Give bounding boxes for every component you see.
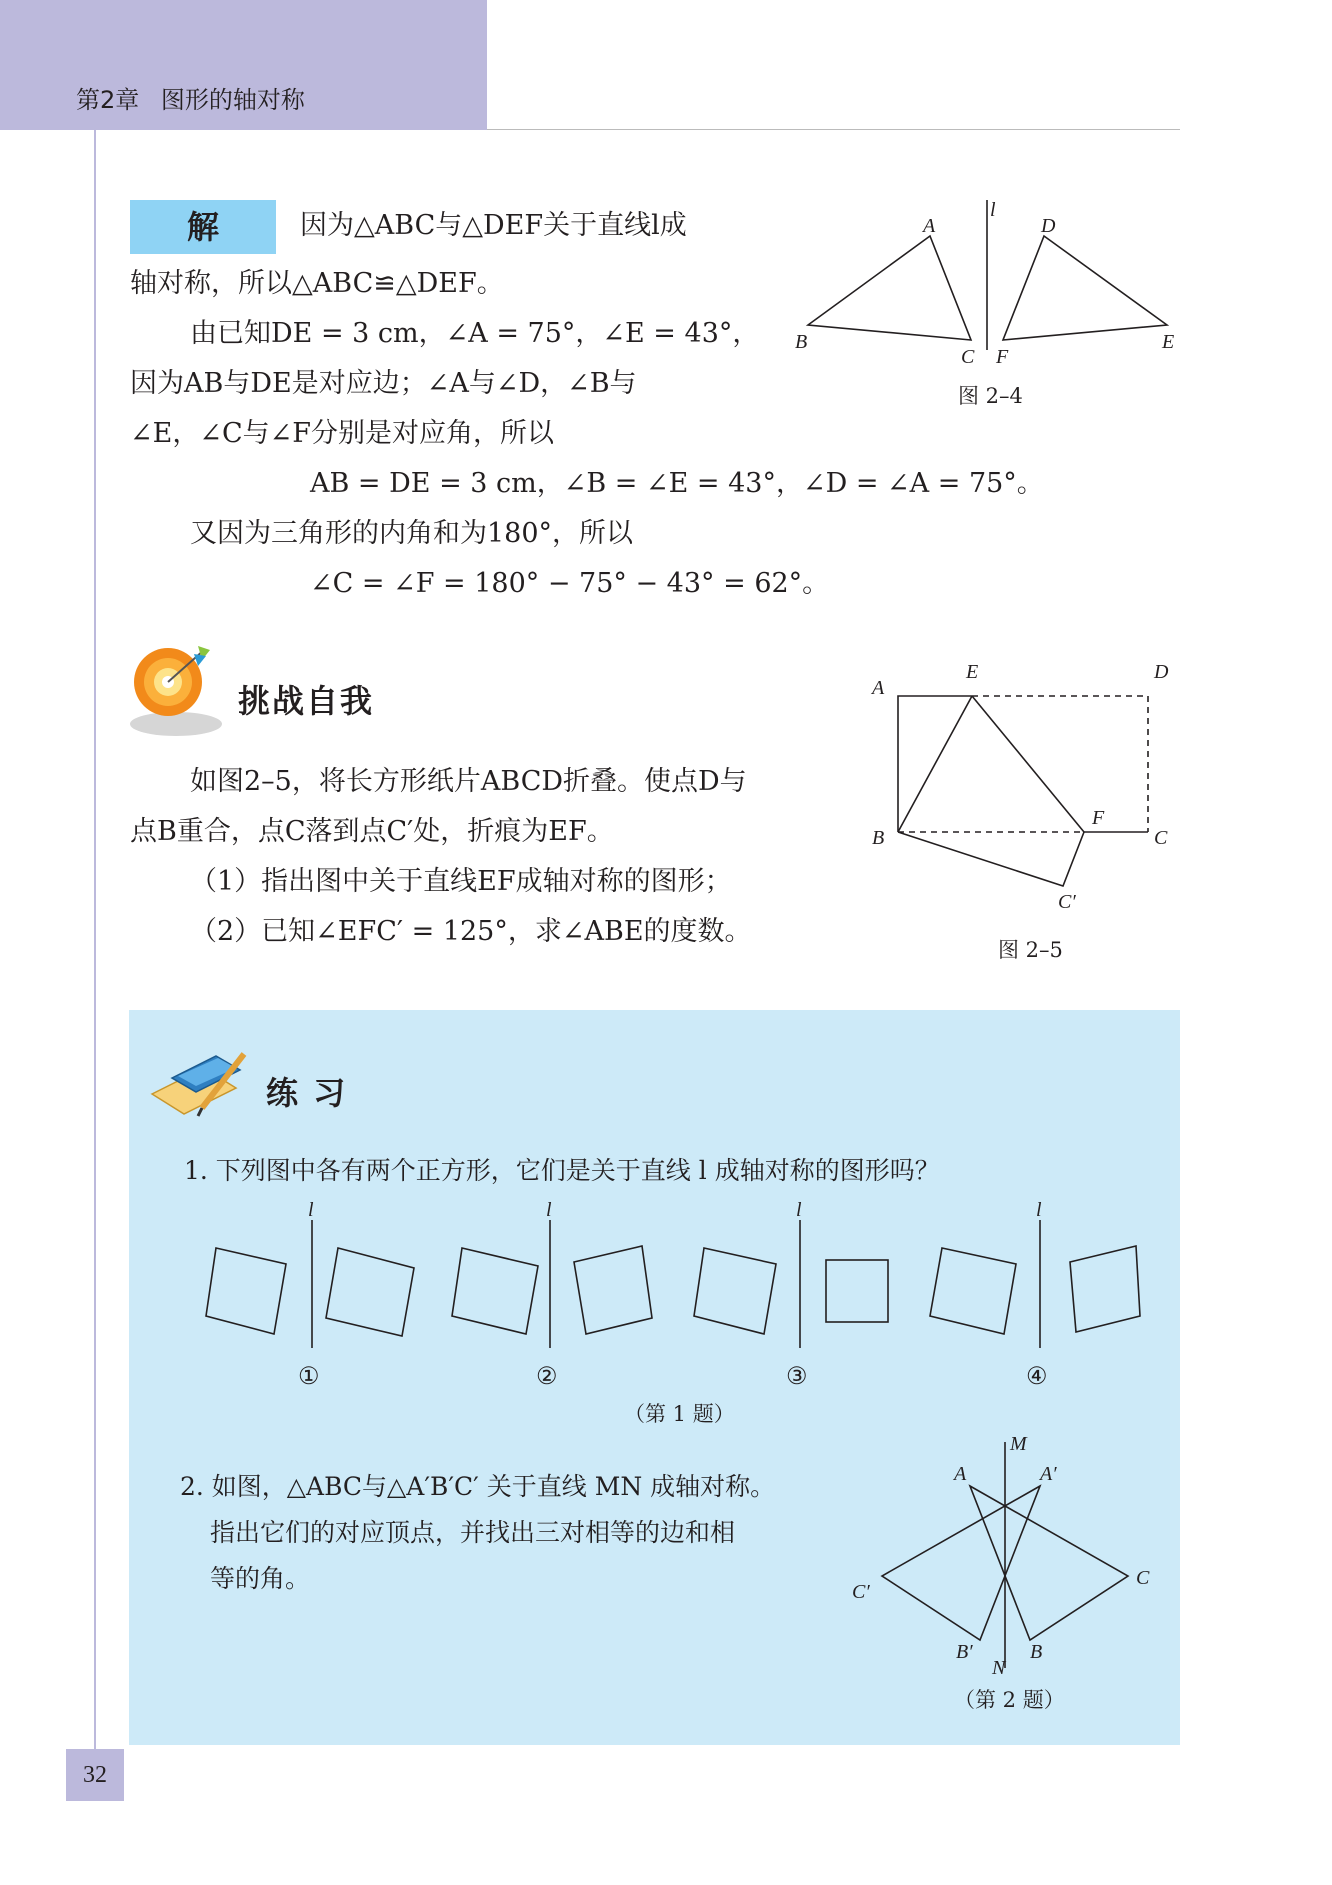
triangle-a-prime-b-prime-c-prime: [882, 1486, 1040, 1640]
square-left: [452, 1248, 538, 1334]
chapter-number: 第2章: [76, 86, 140, 114]
header-rule: [487, 129, 1180, 130]
solution-line-4: 因为AB与DE是对应边；∠A与∠D，∠B与: [130, 368, 637, 399]
label-l: l: [546, 1199, 552, 1221]
label-m: M: [1010, 1433, 1027, 1455]
figure-2-4: [790, 200, 1180, 380]
label-c: C: [961, 346, 975, 368]
label-l: l: [796, 1199, 802, 1221]
figure-2-4-caption: 图 2–4: [958, 384, 1023, 408]
label-n: N: [992, 1657, 1006, 1679]
figure-number: ③: [786, 1364, 808, 1390]
chapter-name: 图形的轴对称: [160, 86, 305, 114]
figure-2-5-caption: 图 2–5: [998, 938, 1063, 962]
label-d: D: [1154, 661, 1169, 683]
question-2-caption: （第 2 题）: [954, 1688, 1065, 1712]
label-b-prime: B′: [956, 1641, 973, 1663]
label-l: l: [1036, 1199, 1042, 1221]
segment-be: [898, 696, 972, 832]
triangle-abc: [970, 1486, 1128, 1640]
label-b: B: [1030, 1641, 1043, 1663]
label-f: F: [996, 346, 1009, 368]
solution-line-5: ∠E，∠C与∠F分别是对应角，所以: [130, 418, 554, 449]
folded-flap: [898, 832, 1084, 886]
chapter-title: [76, 80, 305, 115]
practice-question-1: 1. 下列图中各有两个正方形，它们是关于直线 l 成轴对称的图形吗？: [184, 1156, 940, 1185]
figure-number: ④: [1026, 1364, 1048, 1390]
solution-label: 解: [130, 200, 276, 254]
solution-line-3: 由已知DE = 3 cm，∠A = 75°，∠E = 43°，: [190, 318, 760, 349]
figure-2: [452, 1199, 652, 1390]
figure-3: [694, 1199, 888, 1390]
label-a: A: [923, 215, 936, 237]
practice-question-2-line-2: 指出它们的对应顶点，并找出三对相等的边和相: [210, 1518, 736, 1547]
figure-1: [206, 1199, 414, 1390]
question-1-caption: （第 1 题）: [624, 1402, 735, 1426]
figure-number: ②: [536, 1364, 558, 1390]
square-right: [826, 1260, 888, 1322]
question-1-figures: [190, 1200, 1150, 1400]
challenge-question-2: （2）已知∠EFC′ = 125°，求∠ABE的度数。: [190, 916, 752, 947]
label-c: C: [1136, 1567, 1150, 1589]
label-e: E: [1162, 331, 1175, 353]
page-number: 32: [66, 1749, 124, 1801]
margin-rule: [94, 130, 96, 1760]
question-2-figure: [840, 1432, 1170, 1679]
notebook-pencil-icon: [144, 1048, 254, 1128]
label-d: D: [1041, 215, 1056, 237]
square-right: [326, 1248, 414, 1336]
label-a-prime: A′: [1040, 1463, 1057, 1485]
solution-line-7: 又因为三角形的内角和为180°，所以: [190, 518, 634, 549]
solution-line-1: 因为△ABC与△DEF关于直线l成: [300, 210, 687, 241]
figure-number: ①: [298, 1364, 320, 1390]
practice-question-2-line-3: 等的角。: [210, 1564, 311, 1593]
challenge-heading: 挑战自我: [238, 682, 375, 720]
solution-line-2: 轴对称，所以△ABC≌△DEF。: [130, 268, 504, 299]
target-icon: [128, 640, 228, 740]
label-a: A: [872, 677, 885, 699]
solution-line-8: ∠C = ∠F = 180° − 75° − 43° = 62°。: [310, 568, 830, 599]
triangle-abc: [808, 236, 971, 340]
figure-2-5: [870, 660, 1170, 920]
label-c: C: [1154, 827, 1168, 849]
challenge-line-2: 点B重合，点C落到点C′处，折痕为EF。: [130, 816, 614, 847]
challenge-question-1: （1）指出图中关于直线EF成轴对称的图形；: [190, 866, 732, 897]
square-right: [1070, 1246, 1140, 1332]
practice-heading: 练 习: [266, 1074, 348, 1112]
square-left: [206, 1248, 286, 1334]
challenge-line-1: 如图2–5，将长方形纸片ABCD折叠。使点D与: [190, 766, 747, 797]
label-c-prime: C′: [1058, 891, 1076, 913]
label-e: E: [966, 661, 979, 683]
label-c-prime: C′: [852, 1581, 870, 1603]
solution-line-6: AB = DE = 3 cm，∠B = ∠E = 43°，∠D = ∠A = 75°。: [310, 468, 1044, 499]
label-l: l: [990, 199, 996, 221]
label-a: A: [954, 1463, 967, 1485]
label-l: l: [308, 1199, 314, 1221]
triangle-def: [1003, 236, 1167, 340]
practice-question-2-line-1: 2. 如图，△ABC与△A′B′C′ 关于直线 MN 成轴对称。: [180, 1472, 776, 1501]
label-f: F: [1092, 807, 1105, 829]
label-b: B: [795, 331, 808, 353]
square-left: [694, 1248, 776, 1334]
square-right: [574, 1246, 652, 1334]
square-left: [930, 1248, 1016, 1334]
figure-4: [930, 1199, 1140, 1390]
label-b: B: [872, 827, 885, 849]
crease-ef: [972, 696, 1084, 832]
